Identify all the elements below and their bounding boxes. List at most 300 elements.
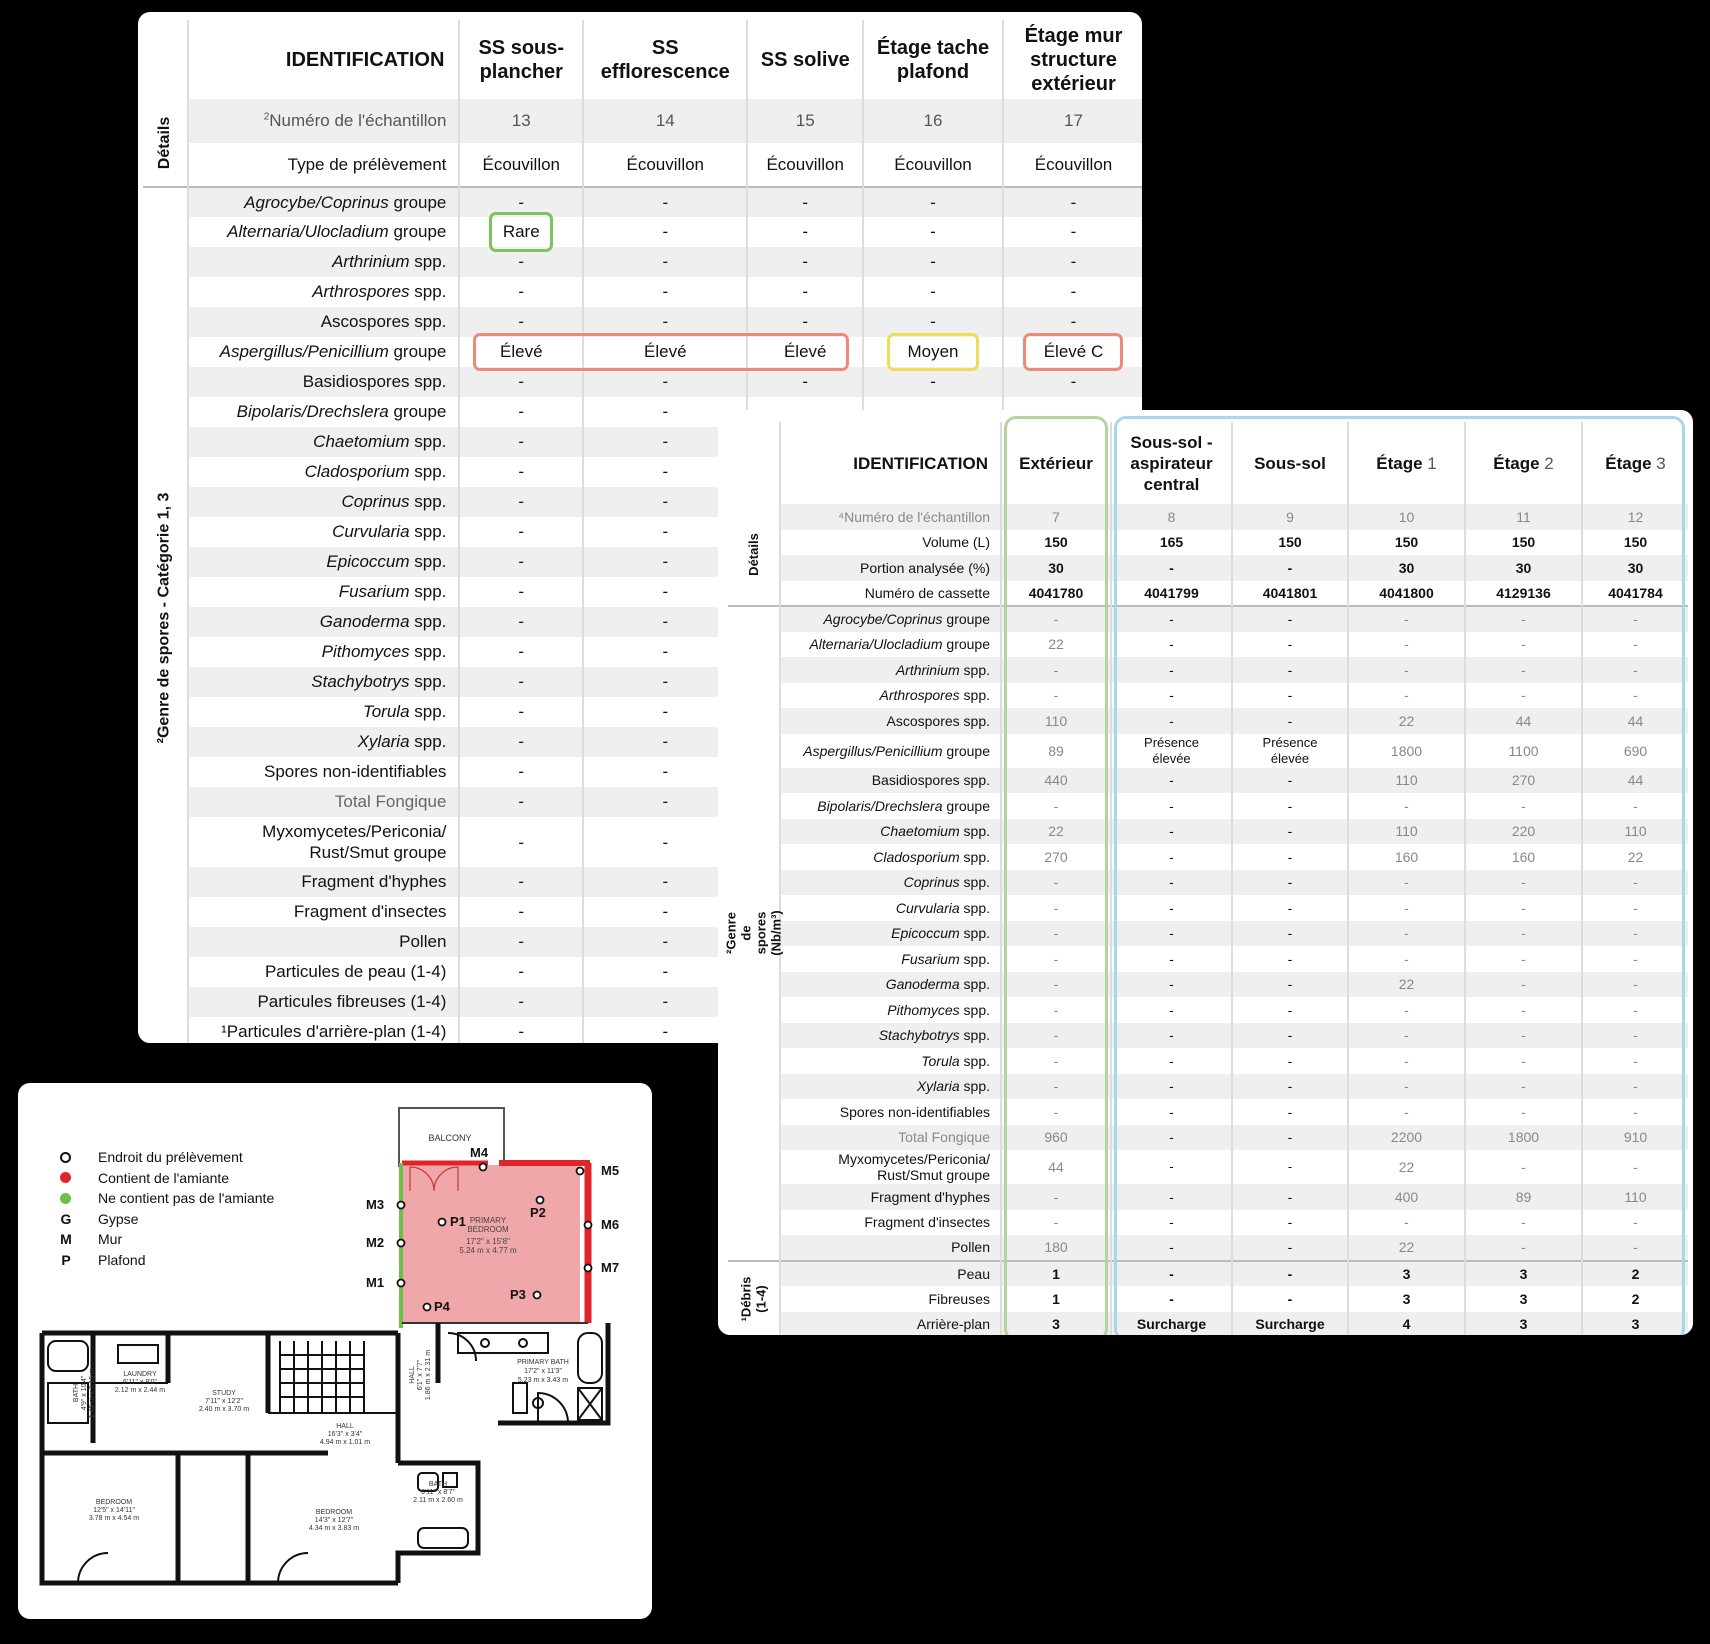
row-label: Particules de peau (1-4) bbox=[264, 962, 447, 981]
result-cell: - bbox=[1465, 683, 1582, 709]
sample-number-cell: 14 bbox=[583, 99, 747, 143]
table-row bbox=[143, 337, 1142, 367]
result-cell: 22 bbox=[1001, 819, 1111, 845]
result-cell: 89 bbox=[1001, 734, 1111, 768]
legend-letter-text: G bbox=[60, 1210, 72, 1227]
sample-label-m4: M4 bbox=[470, 1145, 489, 1160]
result-cell: - bbox=[863, 217, 1003, 247]
result-cell: - bbox=[1465, 1150, 1582, 1184]
genus-name: Pithomyces bbox=[887, 1001, 960, 1018]
col-header-number: 2 bbox=[1544, 453, 1554, 473]
result-cell: 22 bbox=[1348, 708, 1465, 734]
col-header: Étage mur structure extérieur bbox=[1003, 20, 1142, 99]
result-cell: 4041799 bbox=[1111, 581, 1232, 607]
sample-point-m5 bbox=[577, 1168, 584, 1175]
result-cell: - bbox=[459, 427, 583, 457]
genus-suffix: spp. bbox=[959, 976, 990, 993]
genus-suffix: spp. bbox=[959, 925, 990, 942]
room-dim: 17'2" x 15'8" bbox=[466, 1237, 510, 1246]
row-label bbox=[188, 667, 460, 697]
row-label bbox=[780, 972, 1001, 998]
row-label: ⁴Numéro de l'échantillon bbox=[780, 504, 1001, 530]
row-label bbox=[188, 577, 460, 607]
table-row bbox=[728, 819, 1688, 845]
table-row bbox=[143, 99, 1142, 143]
room-dim: 5.24 m x 4.77 m bbox=[459, 1246, 517, 1255]
result-cell: 12 bbox=[1582, 504, 1688, 530]
result-cell: - bbox=[863, 277, 1003, 307]
result-cell: 160 bbox=[1465, 844, 1582, 870]
result-cell: - bbox=[583, 787, 747, 817]
genus-name: Xylaria bbox=[916, 1078, 960, 1095]
result-cell: 30 bbox=[1465, 555, 1582, 581]
result-cell: - bbox=[1232, 708, 1348, 734]
result-cell: - bbox=[1232, 606, 1348, 632]
result-cell: - bbox=[459, 897, 583, 927]
result-cell: - bbox=[747, 217, 863, 247]
table-row bbox=[143, 217, 1142, 247]
sample-label-m6: M6 bbox=[601, 1217, 620, 1232]
row-label: Fragment d'hyphes bbox=[188, 867, 460, 897]
row-label: Spores non-identifiables bbox=[264, 762, 447, 781]
row-label bbox=[188, 277, 460, 307]
col-header: SS solive bbox=[747, 20, 863, 99]
genus-suffix: spp. bbox=[409, 462, 447, 481]
result-cell: 910 bbox=[1582, 1125, 1688, 1151]
result-cell: 2200 bbox=[1348, 1125, 1465, 1151]
sample-label-p2: P2 bbox=[530, 1205, 546, 1220]
result-cell: - bbox=[1232, 1210, 1348, 1236]
result-cell: - bbox=[583, 757, 747, 787]
identification-header: IDENTIFICATION bbox=[780, 422, 1001, 504]
result-cell: - bbox=[1003, 277, 1142, 307]
result-cell: - bbox=[1582, 921, 1688, 947]
room-dim: 1.45 m x 3.15 m bbox=[89, 1367, 96, 1419]
result-cell: - bbox=[583, 457, 747, 487]
result-cell: - bbox=[583, 697, 747, 727]
result-cell: - bbox=[583, 637, 747, 667]
sample-number-cell: 16 bbox=[863, 99, 1003, 143]
result-cell: - bbox=[1003, 247, 1142, 277]
sample-type-cell: Écouvillon bbox=[747, 143, 863, 187]
result-cell: - bbox=[1232, 1048, 1348, 1074]
result-cell: - bbox=[459, 487, 583, 517]
genus-name: Torula bbox=[362, 702, 410, 721]
table-row bbox=[728, 530, 1688, 556]
row-label bbox=[188, 457, 460, 487]
side-label-genus bbox=[143, 187, 188, 1043]
sample-number-cell: 15 bbox=[747, 99, 863, 143]
table-row bbox=[728, 997, 1688, 1023]
result-cell: - bbox=[1111, 606, 1232, 632]
room-label: BATH bbox=[428, 1481, 448, 1488]
table-row bbox=[728, 504, 1688, 530]
table-row bbox=[728, 1184, 1688, 1210]
result-cell: - bbox=[1582, 1235, 1688, 1261]
genus-name: Agrocybe/Coprinus bbox=[244, 192, 389, 212]
table-row bbox=[143, 247, 1142, 277]
genus-name: Ganoderma bbox=[319, 612, 410, 631]
result-cell: 2 bbox=[1582, 1261, 1688, 1287]
result-cell: - bbox=[459, 787, 583, 817]
result-cell: - bbox=[1232, 946, 1348, 972]
room-label: BEDROOM bbox=[315, 1509, 353, 1516]
col-header-number: 3 bbox=[1656, 453, 1666, 473]
result-cell: - bbox=[1465, 921, 1582, 947]
row-label bbox=[780, 606, 1001, 632]
result-cell: 10 bbox=[1348, 504, 1465, 530]
sample-type-cell: Écouvillon bbox=[459, 143, 583, 187]
row-label bbox=[780, 632, 1001, 658]
result-cell: 150 bbox=[1582, 530, 1688, 556]
sample-number-cell: 17 bbox=[1003, 99, 1142, 143]
result-cell: - bbox=[1232, 1184, 1348, 1210]
result-cell: - bbox=[1111, 1074, 1232, 1100]
row-label bbox=[188, 217, 460, 247]
sample-point-m4 bbox=[480, 1164, 487, 1171]
result-cell: 270 bbox=[1001, 844, 1111, 870]
result-cell: - bbox=[459, 547, 583, 577]
result-cell: - bbox=[1232, 895, 1348, 921]
side-label-details bbox=[728, 504, 780, 606]
result-cell: - bbox=[1348, 946, 1465, 972]
row-label bbox=[780, 844, 1001, 870]
result-cell: 11 bbox=[1465, 504, 1582, 530]
legend-label: Contient de l'amiante bbox=[98, 1169, 230, 1186]
result-cell: - bbox=[1111, 921, 1232, 947]
result-cell: - bbox=[583, 367, 747, 397]
row-label: Basidiospores spp. bbox=[188, 367, 460, 397]
result-cell: 22 bbox=[1348, 1150, 1465, 1184]
result-cell: 3 bbox=[1001, 1312, 1111, 1336]
genus-name: Epicoccum bbox=[891, 925, 960, 942]
row-label: Numéro de cassette bbox=[864, 584, 990, 601]
result-cell: - bbox=[1111, 1099, 1232, 1125]
result-cell: - bbox=[1582, 606, 1688, 632]
result-cell: - bbox=[583, 427, 747, 457]
genus-name: Fusarium bbox=[901, 950, 960, 967]
row-label: ¹Particules d'arrière-plan (1-4) bbox=[221, 1022, 447, 1041]
row-label bbox=[780, 921, 1001, 947]
result-cell: - bbox=[1001, 997, 1111, 1023]
row-label bbox=[188, 427, 460, 457]
row-label bbox=[188, 487, 460, 517]
result-cell: 22 bbox=[1582, 844, 1688, 870]
row-label: Fragment d'hyphes bbox=[780, 1184, 1001, 1210]
result-cell: - bbox=[1111, 768, 1232, 794]
result-cell: - bbox=[583, 987, 747, 1017]
result-cell: 1100 bbox=[1465, 734, 1582, 768]
result-cell: - bbox=[1001, 1023, 1111, 1049]
result-cell: - bbox=[1465, 997, 1582, 1023]
row-label: Pollen bbox=[188, 927, 460, 957]
result-cell: 3 bbox=[1348, 1261, 1465, 1287]
result-cell: - bbox=[1001, 1074, 1111, 1100]
genus-name: Stachybotrys bbox=[311, 672, 410, 691]
table-row bbox=[728, 683, 1688, 709]
result-cell: 44 bbox=[1582, 708, 1688, 734]
table-row bbox=[728, 1048, 1688, 1074]
room-label-primary-bedroom: PRIMARY bbox=[469, 1216, 507, 1225]
genus-name: Coprinus bbox=[903, 874, 960, 891]
side-label-details bbox=[143, 99, 188, 187]
result-cell: - bbox=[1001, 870, 1111, 896]
result-cell: Élevé bbox=[459, 337, 583, 367]
col-header bbox=[1348, 422, 1465, 504]
result-cell: - bbox=[1001, 1048, 1111, 1074]
result-cell: - bbox=[1232, 1150, 1348, 1184]
result-cell: - bbox=[1111, 972, 1232, 998]
sample-point-m2 bbox=[398, 1240, 405, 1247]
result-cell: - bbox=[1001, 683, 1111, 709]
result-cell: - bbox=[1001, 657, 1111, 683]
result-cell: - bbox=[1465, 946, 1582, 972]
room-dim: 4.94 m x 1.01 m bbox=[319, 1439, 371, 1446]
row-label bbox=[780, 1023, 1001, 1049]
result-cell: - bbox=[1111, 946, 1232, 972]
room-dim: 12'5" x 14'11" bbox=[93, 1507, 135, 1514]
table-row bbox=[728, 844, 1688, 870]
result-cell: 1800 bbox=[1465, 1125, 1582, 1151]
room-dim: 14'3" x 12'7" bbox=[314, 1517, 354, 1524]
sample-point-m1 bbox=[398, 1280, 405, 1287]
result-cell: - bbox=[459, 957, 583, 987]
result-cell: - bbox=[583, 727, 747, 757]
genus-suffix: spp. bbox=[409, 642, 447, 661]
result-cell: - bbox=[1001, 606, 1111, 632]
result-cell: 3 bbox=[1348, 1286, 1465, 1312]
sample-type-cell: Écouvillon bbox=[863, 143, 1003, 187]
table-row bbox=[728, 1235, 1688, 1261]
room-label: BATH bbox=[73, 1383, 80, 1403]
result-cell: - bbox=[459, 457, 583, 487]
table-row bbox=[728, 581, 1688, 607]
row-label bbox=[188, 397, 460, 427]
result-cell: - bbox=[1003, 217, 1142, 247]
result-cell: 960 bbox=[1001, 1125, 1111, 1151]
genus-name: Torula bbox=[921, 1052, 960, 1069]
genus-suffix: spp. bbox=[409, 702, 447, 721]
table-row bbox=[728, 895, 1688, 921]
genus-name: Arthrospores bbox=[879, 687, 960, 704]
genus-suffix: spp. bbox=[959, 687, 990, 704]
room-label: PRIMARY BATH bbox=[517, 1359, 569, 1366]
result-cell: - bbox=[863, 187, 1003, 217]
result-cell: 3 bbox=[1465, 1312, 1582, 1336]
result-cell: - bbox=[1232, 768, 1348, 794]
row-label-text: Numéro de l'échantillon bbox=[269, 111, 447, 130]
result-cell: - bbox=[1465, 657, 1582, 683]
result-cell: - bbox=[1348, 683, 1465, 709]
row-label bbox=[188, 337, 460, 367]
result-cell: 89 bbox=[1465, 1184, 1582, 1210]
result-cell: - bbox=[1465, 606, 1582, 632]
result-cell: 400 bbox=[1348, 1184, 1465, 1210]
sample-point-p2 bbox=[537, 1197, 544, 1204]
col-header-label: Étage bbox=[1605, 453, 1652, 473]
col-header-number: 1 bbox=[1427, 453, 1437, 473]
result-cell: 44 bbox=[1582, 768, 1688, 794]
result-cell: 9 bbox=[1232, 504, 1348, 530]
room-dim: 3.78 m x 4.54 m bbox=[88, 1515, 140, 1522]
result-cell: 4041784 bbox=[1582, 581, 1688, 607]
row-label bbox=[780, 946, 1001, 972]
result-cell: - bbox=[1465, 1074, 1582, 1100]
genus-name: Pithomyces bbox=[321, 642, 410, 661]
row-label bbox=[780, 819, 1001, 845]
sample-point-p1 bbox=[439, 1219, 446, 1226]
row-label: Fragment d'insectes bbox=[864, 1214, 990, 1231]
result-cell: - bbox=[1348, 895, 1465, 921]
legend-letter-text: P bbox=[61, 1251, 71, 1268]
result-cell: 3 bbox=[1465, 1286, 1582, 1312]
room-dim: 6'11" x 8'0" bbox=[123, 1379, 157, 1386]
col-header bbox=[1465, 422, 1582, 504]
genus-name: Agrocybe/Coprinus bbox=[823, 611, 943, 628]
genus-name: Cladosporium bbox=[873, 848, 960, 865]
result-cell: 3 bbox=[1582, 1312, 1688, 1336]
row-label: Portion analysée (%) bbox=[780, 555, 1001, 581]
result-cell: - bbox=[1465, 870, 1582, 896]
genus-name: Bipolaris/Drechslera bbox=[236, 402, 389, 421]
col-header-label: Sous-sol bbox=[1254, 453, 1326, 473]
room-label: LAUNDRY bbox=[123, 1371, 157, 1378]
result-cell: 270 bbox=[1465, 768, 1582, 794]
result-cell: - bbox=[1001, 946, 1111, 972]
result-cell: - bbox=[1465, 1099, 1582, 1125]
sample-point-m6 bbox=[585, 1222, 592, 1229]
result-cell: - bbox=[1111, 1048, 1232, 1074]
result-cell: - bbox=[1111, 895, 1232, 921]
genus-name: Aspergillus/Penicillium bbox=[219, 342, 389, 361]
col-header: Étage tache plafond bbox=[863, 20, 1003, 99]
identification-header: IDENTIFICATION bbox=[188, 20, 460, 99]
sample-label-p1: P1 bbox=[450, 1214, 466, 1229]
result-cell: Élevé bbox=[583, 337, 747, 367]
table-row bbox=[728, 793, 1688, 819]
result-cell: - bbox=[1232, 1261, 1348, 1287]
table-row bbox=[728, 734, 1688, 768]
result-cell: 150 bbox=[1001, 530, 1111, 556]
result-cell: Présence élevée bbox=[1111, 734, 1232, 768]
table-row bbox=[143, 143, 1142, 187]
genus-suffix: groupe bbox=[942, 636, 990, 653]
room-dim: 2.11 m x 2.60 m bbox=[413, 1497, 463, 1504]
genus-name: Stachybotrys bbox=[878, 1027, 960, 1044]
genus-suffix: groupe bbox=[388, 222, 447, 241]
result-cell: - bbox=[1348, 1099, 1465, 1125]
genus-suffix: spp. bbox=[959, 1027, 990, 1044]
result-cell: - bbox=[1111, 1125, 1232, 1151]
room-dim: 5.23 m x 3.43 m bbox=[517, 1377, 569, 1384]
result-cell: - bbox=[1111, 997, 1232, 1023]
side-label-text: ²Genre de spores - Catégorie 1, 3 bbox=[155, 492, 173, 743]
table-row bbox=[728, 1074, 1688, 1100]
result-cell: - bbox=[583, 927, 747, 957]
table-row bbox=[143, 367, 1142, 397]
result-cell: - bbox=[1111, 1150, 1232, 1184]
result-cell: - bbox=[583, 607, 747, 637]
result-cell: 22 bbox=[1348, 972, 1465, 998]
table-row bbox=[728, 555, 1688, 581]
genus-name: Curvularia bbox=[895, 899, 960, 916]
result-cell: - bbox=[1348, 870, 1465, 896]
result-cell: - bbox=[1111, 1023, 1232, 1049]
genus-suffix: spp. bbox=[409, 522, 447, 541]
result-cell: - bbox=[459, 1017, 583, 1043]
result-cell: - bbox=[863, 307, 1003, 337]
result-cell: - bbox=[1348, 997, 1465, 1023]
table-row bbox=[143, 187, 1142, 217]
row-label bbox=[188, 187, 460, 217]
genus-name: Alternaria/Ulocladium bbox=[809, 636, 943, 653]
result-cell: - bbox=[583, 397, 747, 427]
result-cell: - bbox=[1582, 1099, 1688, 1125]
result-cell: - bbox=[1348, 921, 1465, 947]
result-cell: - bbox=[1001, 793, 1111, 819]
table-row bbox=[728, 1312, 1688, 1336]
result-cell: - bbox=[747, 247, 863, 277]
result-cell: - bbox=[1465, 972, 1582, 998]
result-cell: - bbox=[583, 487, 747, 517]
result-cell: - bbox=[863, 247, 1003, 277]
genus-suffix: spp. bbox=[959, 848, 990, 865]
result-cell: - bbox=[1582, 1048, 1688, 1074]
row-label: Arrière-plan bbox=[780, 1312, 1001, 1336]
result-cell: - bbox=[1348, 793, 1465, 819]
col-header bbox=[1232, 422, 1348, 504]
genus-suffix: spp. bbox=[959, 950, 990, 967]
result-cell: - bbox=[583, 667, 747, 697]
row-label bbox=[188, 697, 460, 727]
result-cell: 150 bbox=[1232, 530, 1348, 556]
sample-type-cell: Écouvillon bbox=[583, 143, 747, 187]
result-cell: - bbox=[1348, 1048, 1465, 1074]
col-header bbox=[1001, 422, 1111, 504]
row-label bbox=[780, 683, 1001, 709]
result-cell: 30 bbox=[1582, 555, 1688, 581]
footnote-mark: 2 bbox=[263, 111, 270, 123]
row-label bbox=[780, 793, 1001, 819]
genus-suffix: spp. bbox=[959, 1052, 990, 1069]
result-cell: Présence élevée bbox=[1232, 734, 1348, 768]
legend-letter-text: M bbox=[60, 1231, 72, 1248]
result-cell: - bbox=[1232, 997, 1348, 1023]
result-cell: Surcharge bbox=[1232, 1312, 1348, 1336]
sample-point-p4 bbox=[424, 1304, 431, 1311]
result-cell: - bbox=[1582, 1150, 1688, 1184]
result-cell: - bbox=[459, 247, 583, 277]
genus-suffix: spp. bbox=[409, 432, 447, 451]
col-header bbox=[1582, 422, 1688, 504]
genus-suffix: spp. bbox=[959, 1078, 990, 1095]
table-row bbox=[728, 870, 1688, 896]
result-cell: - bbox=[1111, 819, 1232, 845]
col-header bbox=[1111, 422, 1232, 504]
result-cell: - bbox=[1232, 819, 1348, 845]
result-cell: - bbox=[583, 547, 747, 577]
table-row bbox=[728, 1099, 1688, 1125]
sample-label-p4: P4 bbox=[434, 1299, 450, 1314]
result-cell: - bbox=[1003, 187, 1142, 217]
result-cell: - bbox=[583, 577, 747, 607]
result-cell: 110 bbox=[1348, 768, 1465, 794]
result-cell: - bbox=[1232, 683, 1348, 709]
result-cell: - bbox=[1582, 1210, 1688, 1236]
legend-label: Plafond bbox=[98, 1251, 146, 1268]
result-cell: 22 bbox=[1001, 632, 1111, 658]
result-cell: - bbox=[1111, 870, 1232, 896]
